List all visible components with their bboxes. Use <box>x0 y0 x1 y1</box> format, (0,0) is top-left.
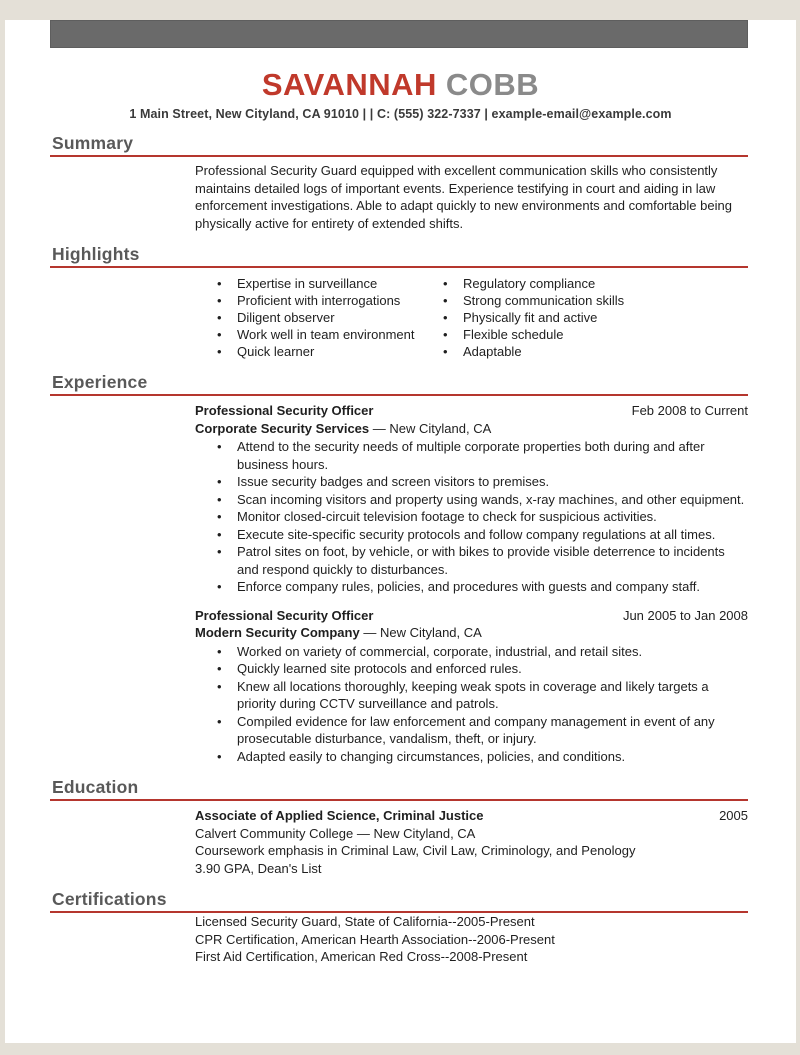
job-company: Corporate Security Services <box>195 420 370 436</box>
highlight-label: Physically fit and active <box>463 310 598 325</box>
bullet-icon: • <box>217 526 222 542</box>
section-highlights <box>5 245 796 360</box>
list-item <box>195 473 748 491</box>
summary-heading-rule <box>50 134 748 157</box>
education-school-line <box>195 825 748 843</box>
certifications-heading: Certifications <box>52 889 167 909</box>
candidate-last-name: COBB <box>445 67 540 102</box>
bullet-icon: • <box>443 276 448 291</box>
education-details-list <box>195 842 748 877</box>
list-item <box>195 292 421 309</box>
job-company-line <box>195 624 748 642</box>
candidate-first-name: SAVANNAH <box>261 67 437 102</box>
bullet-icon: • <box>217 276 222 291</box>
job-bullet-text: Quickly learned site protocols and enforced rules. <box>237 661 522 676</box>
bullet-icon: • <box>443 293 448 308</box>
job-location: New Cityland, CA <box>379 625 482 640</box>
job-bullet-text: Execute site-specific security protocols and follow company regulations at all times. <box>237 526 716 542</box>
highlights-heading-rule <box>50 245 748 268</box>
list-item <box>195 748 748 766</box>
list-item <box>421 326 748 343</box>
list-item <box>195 275 421 292</box>
job-entry <box>195 607 748 766</box>
bullet-icon: • <box>217 713 222 729</box>
bullet-icon: • <box>217 661 222 676</box>
bullet-icon: • <box>217 643 222 659</box>
job-bullet-text: Knew all locations thoroughly, keeping weak spots in coverage and likely targets a priority during CCTV surveillance and patrols. <box>237 678 709 711</box>
education-school: Calvert Community College <box>195 825 354 841</box>
job-bullet-text: Issue security badges and screen visitors to premises. <box>237 474 550 489</box>
list-item <box>421 292 748 309</box>
job-company: Modern Security Company <box>195 625 360 640</box>
dash-separator: — <box>363 625 377 640</box>
job-bullet-text: Patrol sites on foot, by vehicle, or with bikes to provide visible deterrence to incidents and respond quickly to disturbances. <box>237 544 725 577</box>
job-bullet-text: Enforce company rules, policies, and procedures with guests and company staff. <box>237 579 700 594</box>
candidate-name <box>5 69 796 101</box>
section-experience <box>5 373 796 765</box>
job-entry <box>195 402 748 596</box>
section-education <box>5 778 796 877</box>
bullet-icon: • <box>217 439 222 454</box>
education-year: 2005 <box>719 808 748 823</box>
list-item <box>195 326 421 343</box>
education-detail-line: Coursework emphasis in Criminal Law, Civil Law, Criminology, and Penology <box>195 843 636 858</box>
highlight-label: Diligent observer <box>237 310 335 325</box>
highlight-label: Adaptable <box>463 344 522 359</box>
list-item <box>195 526 748 544</box>
highlight-label: Expertise in surveillance <box>237 276 378 291</box>
education-location: New Cityland, CA <box>373 825 476 841</box>
list-item <box>195 543 748 578</box>
education-heading: Education <box>52 777 139 797</box>
section-certifications <box>5 890 796 966</box>
list-item <box>421 343 748 360</box>
highlights-left-list <box>195 275 421 360</box>
job-company-line <box>195 420 748 438</box>
dash-separator: — <box>356 825 370 841</box>
bullet-icon: • <box>217 678 222 694</box>
certifications-list <box>195 913 748 966</box>
job-dates: Feb 2008 to Current <box>631 403 748 418</box>
experience-heading-rule <box>50 373 748 396</box>
bullet-icon: • <box>443 310 448 325</box>
list-item <box>195 660 748 678</box>
bullet-icon: • <box>217 293 222 308</box>
list-item <box>195 578 748 596</box>
summary-text: Professional Security Guard equipped with excellent communication skills who consistently maintains detailed logs of important events. Experience testifying in court and aiding in law enforcement investigations. Able to adapt quickly to new environments and comfortable being physically active for entirety of extended shifts. <box>195 163 732 231</box>
certifications-heading-rule <box>50 890 748 913</box>
job-location: New Cityland, CA <box>389 420 492 436</box>
job-bullet-text: Compiled evidence for law enforcement and company management in event of any prosecutable disturbance, vandalism, theft, or injury. <box>237 713 715 746</box>
summary-heading: Summary <box>52 133 134 153</box>
section-summary <box>5 134 796 232</box>
list-item <box>195 491 748 509</box>
bullet-icon: • <box>217 544 222 559</box>
highlight-label: Flexible schedule <box>463 327 564 342</box>
job-bullet-text: Adapted easily to changing circumstances, policies, and conditions. <box>237 748 626 764</box>
job-bullet-text: Attend to the security needs of multiple corporate properties both during and after business hours. <box>237 439 705 472</box>
bullet-icon: • <box>217 474 222 489</box>
job-bullet-text: Scan incoming visitors and property using wands, x-ray machines, and other equipment. <box>237 491 745 507</box>
bullet-icon: • <box>217 579 222 594</box>
education-heading-rule <box>50 778 748 801</box>
highlights-heading: Highlights <box>52 244 140 264</box>
certification-line: Licensed Security Guard, State of California--2005-Present <box>195 914 535 929</box>
header-gray-bar <box>50 20 748 48</box>
education-entry <box>195 807 748 877</box>
certification-line: CPR Certification, American Hearth Association--2006-Present <box>195 931 555 947</box>
list-item <box>195 643 748 661</box>
contact-line: 1 Main Street, New Cityland, CA 91010 | | C: (555) 322-7337 | example-email@example.com <box>129 107 672 121</box>
list-item <box>195 508 748 526</box>
job-bullet-text: Monitor closed-circuit television footage to check for suspicious activities. <box>237 509 657 524</box>
dash-separator: — <box>372 420 386 436</box>
list-item <box>195 343 421 360</box>
bullet-icon: • <box>217 327 222 342</box>
highlights-columns <box>195 275 748 360</box>
highlight-label: Strong communication skills <box>463 293 625 308</box>
highlights-right-list <box>421 275 748 360</box>
job-bullet-list <box>195 643 748 766</box>
highlight-label: Quick learner <box>237 344 315 359</box>
list-item <box>195 438 748 473</box>
bullet-icon: • <box>217 310 222 325</box>
bullet-icon: • <box>217 344 222 359</box>
bullet-icon: • <box>217 491 222 507</box>
resume-page <box>5 20 796 1043</box>
certification-line: First Aid Certification, American Red Cross--2008-Present <box>195 949 528 964</box>
list-item <box>421 309 748 326</box>
list-item <box>195 678 748 713</box>
job-title: Professional Security Officer <box>195 403 374 418</box>
list-item <box>195 309 421 326</box>
bullet-icon: • <box>443 327 448 342</box>
highlight-label: Proficient with interrogations <box>237 293 401 308</box>
education-detail-line: 3.90 GPA, Dean's List <box>195 860 322 876</box>
highlight-label: Work well in team environment <box>237 327 415 342</box>
list-item <box>195 713 748 748</box>
bullet-icon: • <box>443 344 448 359</box>
education-degree: Associate of Applied Science, Criminal Justice <box>195 808 484 823</box>
job-bullet-text: Worked on variety of commercial, corporate, industrial, and retail sites. <box>237 643 643 659</box>
job-bullet-list <box>195 438 748 596</box>
highlight-label: Regulatory compliance <box>463 276 596 291</box>
job-dates: Jun 2005 to Jan 2008 <box>622 607 748 623</box>
bullet-icon: • <box>217 509 222 524</box>
job-title: Professional Security Officer <box>195 607 374 623</box>
experience-heading: Experience <box>52 372 148 392</box>
bullet-icon: • <box>217 748 222 764</box>
list-item <box>421 275 748 292</box>
